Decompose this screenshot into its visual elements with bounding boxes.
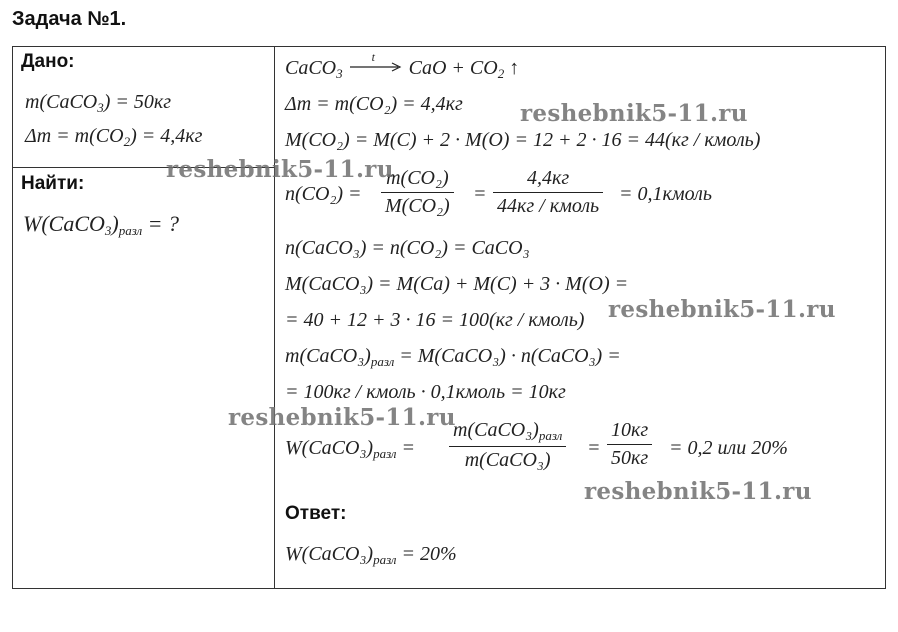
solution-line-8: $m(CaCO_3)_{разл}$ = M(CaCO₃) · n(CaCO₃) = <box>285 345 621 369</box>
solution-line-2: Δm = m(CO₂) = 4,4кг <box>285 93 463 115</box>
solution-line-3: M(CO₂) = M(C) + 2 · M(O) = 12 + 2 · 16 = 44(кг / кмоль) <box>285 129 761 151</box>
fraction-decomposed-mass: $m(CaCO_3)_{разл}$ m(CaCO₃) <box>449 419 566 472</box>
find-expression: $W(CaCO_3)_{разл}$ = ? <box>23 211 179 238</box>
solution-line-10-rhs: = 0,2 или 20% <box>669 437 788 459</box>
solution-line-5: n(CaCO₃) = n(CO₂) = CaCO₃ <box>285 237 530 259</box>
solution-line-9: = 100кг / кмоль · 0,1кмоль = 10кг <box>285 381 566 403</box>
find-label: Найти: <box>21 173 85 194</box>
column-divider <box>274 47 275 588</box>
solution-line-7: = 40 + 12 + 3 · 16 = 100(кг / кмоль) <box>285 309 585 331</box>
watermark: reshebnik5-11.ru <box>608 296 836 323</box>
given-delta-mass: $\Delta m = m(CO_2) = 4,4кг$ <box>25 125 203 149</box>
solution-line-10-lhs: $W(CaCO_3)_{разл}$ = <box>285 437 415 461</box>
solution-line-4-rhs: = 0,1кмоль <box>619 183 712 205</box>
task-title: Задача №1. <box>12 8 127 30</box>
solution-line-10-eq2: = <box>587 437 601 459</box>
answer-expression: $W(CaCO_3)_{разл} = 20\%$ <box>285 543 457 567</box>
arrow-label: t <box>371 50 375 64</box>
watermark: reshebnik5-11.ru <box>228 404 456 431</box>
solution-line-4-lhs: n(CO₂) = <box>285 183 362 205</box>
reaction-arrow-icon <box>348 54 404 74</box>
watermark: reshebnik5-11.ru <box>584 478 812 505</box>
fraction-mass-over-molar: m(CO₂) M(CO₂) <box>381 167 454 218</box>
solution-line-6: M(CaCO₃) = M(Ca) + M(C) + 3 · M(O) = <box>285 273 629 295</box>
solution-line-4-eq: = <box>473 183 487 205</box>
watermark: reshebnik5-11.ru <box>166 156 394 183</box>
fraction-mass-ratio: 10кг 50кг <box>607 419 652 470</box>
answer-label: Ответ: <box>285 503 347 524</box>
watermark: reshebnik5-11.ru <box>520 100 748 127</box>
fraction-values: 4,4кг 44кг / кмоль <box>493 167 603 218</box>
given-label: Дано: <box>21 51 75 72</box>
given-mass: m(CaCO$_3$) = 50кг <box>25 91 172 115</box>
reaction-equation: CaCO$_3$ t CaO + $CO_2$ ↑ <box>285 50 520 81</box>
